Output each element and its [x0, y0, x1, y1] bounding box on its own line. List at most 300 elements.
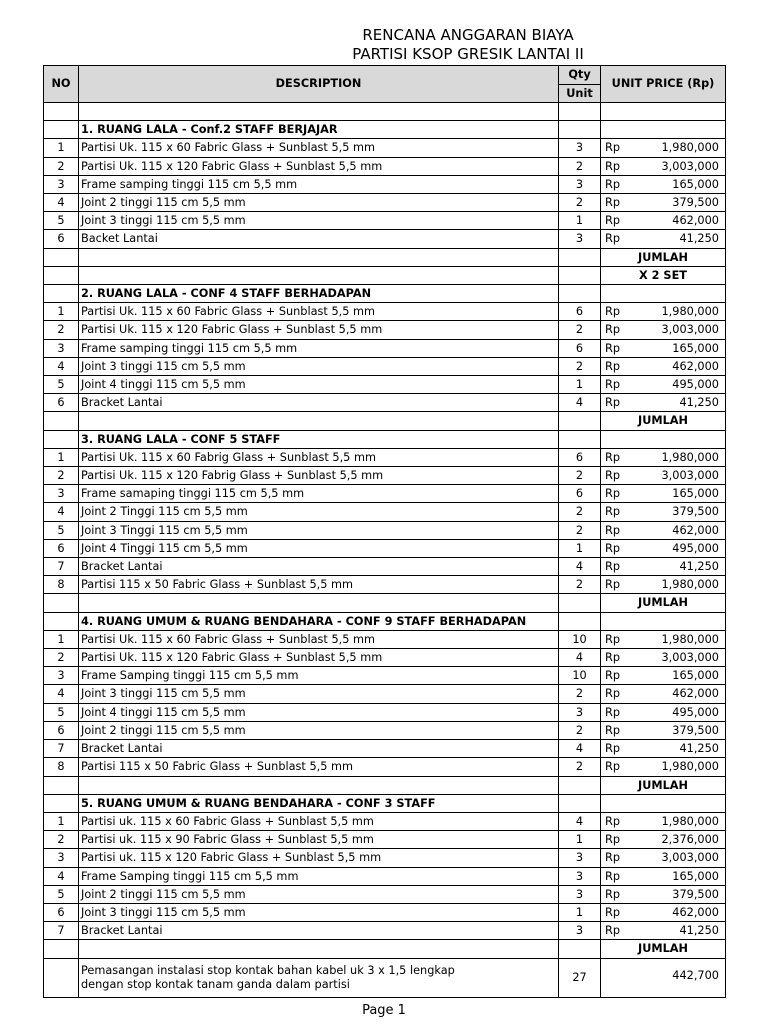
section-row	[44, 430, 726, 448]
document-title: RENCANA ANGGARAN BIAYA	[362, 26, 574, 44]
table-row	[44, 685, 726, 703]
currency-label: Rp	[605, 141, 621, 155]
section-row	[44, 285, 726, 303]
price-cell	[601, 121, 726, 139]
item-description: Joint 2 Tinggi 115 cm 5,5 mm	[79, 503, 559, 521]
subtotal-row	[44, 594, 726, 612]
price-cell	[601, 321, 726, 339]
item-qty: 10	[559, 630, 601, 648]
description-cell	[79, 103, 559, 121]
item-qty: 4	[559, 649, 601, 667]
table-row	[44, 394, 726, 412]
subtotal-label: JUMLAH	[601, 412, 726, 430]
unit-price-value: 462,000	[672, 687, 719, 701]
item-qty: 2	[559, 503, 601, 521]
item-qty: 3	[559, 139, 601, 157]
currency-label: Rp	[605, 869, 621, 883]
price-cell	[601, 212, 726, 230]
no-cell	[44, 412, 79, 430]
item-number: 2	[44, 321, 79, 339]
currency-label: Rp	[605, 196, 621, 209]
currency-label: Rp	[605, 487, 621, 501]
price-cell	[601, 194, 726, 212]
item-description: Joint 2 tinggi 115 cm 5,5 mm	[79, 885, 559, 903]
item-qty: 10	[559, 667, 601, 685]
unit-price-value: 1,980,000	[661, 814, 719, 828]
item-qty: 6	[559, 303, 601, 321]
unit-price-value: 3,003,000	[661, 469, 719, 483]
table-row	[44, 376, 726, 394]
currency-label: Rp	[605, 651, 621, 665]
item-qty: 2	[559, 321, 601, 339]
price-cell	[601, 703, 726, 721]
currency-label: Rp	[605, 232, 621, 246]
item-number: 2	[44, 649, 79, 667]
no-cell	[44, 776, 79, 794]
table-row	[44, 448, 726, 466]
item-description: Partisi Uk. 115 x 120 Fabrig Glass + Sunblast 5,5 mm	[79, 467, 559, 485]
table-row	[44, 849, 726, 867]
table-row	[44, 758, 726, 776]
price-cell	[601, 394, 726, 412]
unit-price-value: 495,000	[672, 378, 719, 392]
currency-label: Rp	[605, 632, 621, 646]
table-row	[44, 903, 726, 921]
item-description: Partisi 115 x 50 Fabric Glass + Sunblast 5,5 mm	[79, 758, 559, 776]
no-cell	[44, 248, 79, 266]
price-cell	[601, 103, 726, 121]
item-qty: 1	[559, 539, 601, 557]
table-row	[44, 339, 726, 357]
currency-label: Rp	[605, 378, 621, 392]
price-cell	[601, 303, 726, 321]
currency-label: Rp	[605, 687, 621, 701]
unit-price-value: 41,250	[679, 396, 719, 410]
subtotal-label: X 2 SET	[601, 266, 726, 284]
item-description: Frame Samping tinggi 115 cm 5,5 mm	[79, 867, 559, 885]
item-description: Frame samping tinggi 115 cm 5,5 mm	[79, 175, 559, 193]
table-row	[44, 212, 726, 230]
unit-price-value: 1,980,000	[661, 578, 719, 592]
item-description: Partisi Uk. 115 x 60 Fabric Glass + Sunblast 5,5 mm	[79, 630, 559, 648]
table-row	[44, 740, 726, 758]
price-cell	[601, 175, 726, 193]
unit-price-value: 462,000	[672, 359, 719, 373]
item-number: 3	[44, 667, 79, 685]
table-row	[44, 503, 726, 521]
unit-price-value: 165,000	[672, 177, 719, 191]
table-row	[44, 885, 726, 903]
no-cell	[44, 794, 79, 812]
currency-label: Rp	[605, 469, 621, 483]
price-cell	[601, 630, 726, 648]
description-cell	[79, 594, 559, 612]
price-cell	[601, 867, 726, 885]
item-qty: 3	[559, 849, 601, 867]
item-description: Partisi Uk. 115 x 120 Fabric Glass + Sunblast 5,5 mm	[79, 321, 559, 339]
table-row	[44, 867, 726, 885]
item-description: Bracket Lantai	[79, 922, 559, 940]
price-cell	[601, 740, 726, 758]
item-qty: 6	[559, 485, 601, 503]
unit-price-value: 495,000	[672, 541, 719, 555]
item-qty: 2	[559, 685, 601, 703]
item-number: 5	[44, 521, 79, 539]
header-unit-price: UNIT PRICE (Rp)	[601, 66, 726, 103]
item-description: Partisi Uk. 115 x 120 Fabric Glass + Sunblast 5,5 mm	[79, 157, 559, 175]
unit-price-value: 379,500	[672, 505, 719, 519]
unit-price-value: 1,980,000	[661, 632, 719, 646]
document-subtitle: PARTISI KSOP GRESIK LANTAI II	[352, 45, 584, 63]
currency-label: Rp	[605, 450, 621, 464]
unit-price-value: 41,250	[679, 560, 719, 574]
subtotal-row	[44, 412, 726, 430]
subtotal-row	[44, 248, 726, 266]
price-cell	[601, 885, 726, 903]
item-description: Partisi Uk. 115 x 120 Fabric Glass + Sunblast 5,5 mm	[79, 649, 559, 667]
item-number: 2	[44, 467, 79, 485]
qty-cell	[559, 940, 601, 958]
section-title: 2. RUANG LALA - CONF 4 STAFF BERHADAPAN	[79, 285, 559, 303]
unit-price-value: 3,003,000	[661, 159, 719, 173]
price-cell	[601, 467, 726, 485]
item-number: 8	[44, 576, 79, 594]
item-description: Bracket Lantai	[79, 740, 559, 758]
table-row	[44, 521, 726, 539]
item-description: Partisi 115 x 50 Fabric Glass + Sunblast 5,5 mm	[79, 576, 559, 594]
header-no: NO	[44, 66, 79, 103]
currency-label: Rp	[605, 541, 621, 555]
unit-price-value: 3,003,000	[661, 323, 719, 337]
qty-cell	[559, 285, 601, 303]
description-cell	[79, 266, 559, 284]
item-description: Frame Samping tinggi 115 cm 5,5 mm	[79, 667, 559, 685]
item-number: 5	[44, 885, 79, 903]
item-number: 2	[44, 831, 79, 849]
price-cell	[601, 521, 726, 539]
price-cell	[601, 558, 726, 576]
currency-label: Rp	[605, 669, 621, 683]
item-qty: 3	[559, 867, 601, 885]
qty-cell	[559, 103, 601, 121]
item-qty: 3	[559, 230, 601, 248]
item-number: 7	[44, 558, 79, 576]
installation-description-line1: Pemasangan instalasi stop kontak bahan kabel uk 3 x 1,5 lengkap	[81, 963, 455, 977]
item-description: Joint 3 Tinggi 115 cm 5,5 mm	[79, 521, 559, 539]
no-cell	[44, 266, 79, 284]
item-number: 5	[44, 703, 79, 721]
item-description: Partisi uk. 115 x 60 Fabric Glass + Sunblast 5,5 mm	[79, 812, 559, 830]
blank-row	[44, 103, 726, 121]
qty-cell	[559, 594, 601, 612]
item-number: 4	[44, 503, 79, 521]
table-row	[44, 230, 726, 248]
price-cell	[601, 157, 726, 175]
price-cell	[601, 667, 726, 685]
currency-label: Rp	[605, 359, 621, 373]
unit-price-value: 2,376,000	[661, 833, 719, 847]
installation-qty: 27	[559, 958, 601, 997]
installation-description	[79, 958, 559, 997]
section-title: 1. RUANG LALA - Conf.2 STAFF BERJAJAR	[79, 121, 559, 139]
item-qty: 1	[559, 212, 601, 230]
table-row	[44, 157, 726, 175]
item-description: Joint 2 tinggi 115 cm 5,5 mm	[79, 721, 559, 739]
item-qty: 2	[559, 194, 601, 212]
unit-price-value: 495,000	[672, 705, 719, 719]
item-number: 8	[44, 758, 79, 776]
no-cell	[44, 121, 79, 139]
subtotal-row	[44, 776, 726, 794]
currency-label: Rp	[605, 177, 621, 191]
no-cell	[44, 594, 79, 612]
table-row	[44, 667, 726, 685]
item-description: Joint 4 tinggi 115 cm 5,5 mm	[79, 703, 559, 721]
qty-cell	[559, 248, 601, 266]
item-number: 3	[44, 175, 79, 193]
item-qty: 2	[559, 758, 601, 776]
unit-price-value: 41,250	[679, 232, 719, 246]
price-cell	[601, 139, 726, 157]
description-cell	[79, 412, 559, 430]
no-cell	[44, 430, 79, 448]
item-qty: 6	[559, 448, 601, 466]
description-cell	[79, 248, 559, 266]
price-cell	[601, 721, 726, 739]
section-title: 5. RUANG UMUM & RUANG BENDAHARA - CONF 3 STAFF	[79, 794, 559, 812]
item-description: Joint 2 tinggi 115 cm 5,5 mm	[79, 194, 559, 212]
price-cell	[601, 612, 726, 630]
item-description: Joint 3 tinggi 115 cm 5,5 mm	[79, 212, 559, 230]
table-row	[44, 558, 726, 576]
item-qty: 4	[559, 394, 601, 412]
price-cell	[601, 903, 726, 921]
item-description: Frame samping tinggi 115 cm 5,5 mm	[79, 339, 559, 357]
qty-cell	[559, 776, 601, 794]
no-cell	[44, 940, 79, 958]
subtotal-label: JUMLAH	[601, 594, 726, 612]
price-cell	[601, 812, 726, 830]
item-qty: 6	[559, 339, 601, 357]
installation-description-line2: dengan stop kontak tanam ganda dalam partisi	[81, 977, 350, 991]
price-cell	[601, 230, 726, 248]
table-row	[44, 175, 726, 193]
item-number: 3	[44, 485, 79, 503]
item-qty: 3	[559, 922, 601, 940]
item-number: 1	[44, 448, 79, 466]
header-description: DESCRIPTION	[79, 66, 559, 103]
qty-cell	[559, 430, 601, 448]
item-number: 4	[44, 685, 79, 703]
unit-price-value: 1,980,000	[661, 450, 719, 464]
item-qty: 2	[559, 467, 601, 485]
section-row	[44, 794, 726, 812]
table-row	[44, 922, 726, 940]
item-number: 3	[44, 849, 79, 867]
item-description: Bracket Lantai	[79, 394, 559, 412]
price-cell	[601, 831, 726, 849]
item-number: 4	[44, 194, 79, 212]
budget-table	[43, 65, 726, 998]
price-cell	[601, 503, 726, 521]
currency-label: Rp	[605, 214, 621, 228]
item-description: Joint 3 tinggi 115 cm 5,5 mm	[79, 685, 559, 703]
unit-price-value: 165,000	[672, 669, 719, 683]
table-row	[44, 630, 726, 648]
item-description: Frame samaping tinggi 115 cm 5,5 mm	[79, 485, 559, 503]
item-qty: 4	[559, 812, 601, 830]
description-cell	[79, 940, 559, 958]
table-row	[44, 139, 726, 157]
currency-label: Rp	[605, 851, 621, 865]
price-cell	[601, 376, 726, 394]
item-qty: 2	[559, 157, 601, 175]
item-number: 1	[44, 303, 79, 321]
table-row	[44, 812, 726, 830]
table-row	[44, 649, 726, 667]
item-number: 4	[44, 867, 79, 885]
section-row	[44, 612, 726, 630]
price-cell	[601, 649, 726, 667]
unit-price-value: 1,980,000	[661, 305, 719, 319]
price-cell	[601, 958, 726, 997]
no-cell	[44, 103, 79, 121]
table-row	[44, 576, 726, 594]
item-qty: 4	[559, 558, 601, 576]
subtotal-label: JUMLAH	[601, 248, 726, 266]
price-cell	[601, 922, 726, 940]
table-row	[44, 721, 726, 739]
unit-price-value: 41,250	[679, 742, 719, 756]
currency-label: Rp	[605, 814, 621, 828]
item-qty: 2	[559, 721, 601, 739]
item-number: 6	[44, 903, 79, 921]
currency-label: Rp	[605, 560, 621, 574]
subtotal-label: JUMLAH	[601, 776, 726, 794]
installation-row	[44, 958, 726, 997]
currency-label: Rp	[605, 323, 621, 337]
price-cell	[601, 448, 726, 466]
section-row	[44, 121, 726, 139]
currency-label: Rp	[605, 523, 621, 537]
header-qty: Qty	[559, 66, 601, 85]
table-row	[44, 831, 726, 849]
item-number: 6	[44, 539, 79, 557]
table-body	[44, 103, 726, 998]
section-title: 4. RUANG UMUM & RUANG BENDAHARA - CONF 9 STAFF BERHADAPAN	[79, 612, 559, 630]
currency-label: Rp	[605, 742, 621, 756]
currency-label: Rp	[605, 905, 621, 919]
price-cell	[601, 576, 726, 594]
item-number: 2	[44, 157, 79, 175]
item-number: 5	[44, 376, 79, 394]
table-row	[44, 321, 726, 339]
header-unit: Unit	[559, 84, 601, 103]
price-cell	[601, 357, 726, 375]
qty-cell	[559, 412, 601, 430]
qty-cell	[559, 794, 601, 812]
item-number: 6	[44, 721, 79, 739]
currency-label: Rp	[605, 705, 621, 719]
price-cell	[601, 430, 726, 448]
unit-price-value: 379,500	[672, 723, 719, 737]
item-number: 6	[44, 394, 79, 412]
price-cell	[601, 339, 726, 357]
no-cell	[44, 612, 79, 630]
subtotal-row	[44, 266, 726, 284]
item-qty: 2	[559, 521, 601, 539]
unit-price-value: 3,003,000	[661, 651, 719, 665]
table-row	[44, 194, 726, 212]
currency-label: Rp	[605, 578, 621, 592]
qty-cell	[559, 121, 601, 139]
no-cell	[44, 958, 79, 997]
item-number: 4	[44, 357, 79, 375]
currency-label: Rp	[605, 887, 621, 901]
section-title: 3. RUANG LALA - CONF 5 STAFF	[79, 430, 559, 448]
item-description: Joint 3 tinggi 115 cm 5,5 mm	[79, 903, 559, 921]
unit-price-value: 1,980,000	[661, 141, 719, 155]
unit-price-value: 462,000	[672, 905, 719, 919]
item-qty: 1	[559, 831, 601, 849]
item-description: Partisi uk. 115 x 120 Fabric Glass + Sunblast 5,5 mm	[79, 849, 559, 867]
table-row	[44, 703, 726, 721]
price-cell	[601, 758, 726, 776]
currency-label: Rp	[605, 833, 621, 847]
item-description: Joint 4 Tinggi 115 cm 5,5 mm	[79, 539, 559, 557]
installation-price: 442,700	[672, 968, 719, 982]
item-qty: 1	[559, 376, 601, 394]
price-cell	[601, 849, 726, 867]
currency-label: Rp	[605, 723, 621, 737]
item-description: Backet Lantai	[79, 230, 559, 248]
subtotal-label: JUMLAH	[601, 940, 726, 958]
table-row	[44, 303, 726, 321]
currency-label: Rp	[605, 924, 621, 938]
unit-price-value: 379,500	[672, 196, 719, 209]
price-cell	[601, 485, 726, 503]
unit-price-value: 462,000	[672, 523, 719, 537]
item-description: Partisi uk. 115 x 90 Fabric Glass + Sunblast 5,5 mm	[79, 831, 559, 849]
price-cell	[601, 285, 726, 303]
subtotal-row	[44, 940, 726, 958]
item-qty: 3	[559, 175, 601, 193]
item-number: 6	[44, 230, 79, 248]
currency-label: Rp	[605, 305, 621, 319]
unit-price-value: 462,000	[672, 214, 719, 228]
unit-price-value: 165,000	[672, 341, 719, 355]
item-description: Joint 4 tinggi 115 cm 5,5 mm	[79, 376, 559, 394]
unit-price-value: 379,500	[672, 887, 719, 901]
item-qty: 3	[559, 703, 601, 721]
item-number: 7	[44, 740, 79, 758]
currency-label: Rp	[605, 159, 621, 173]
item-number: 5	[44, 212, 79, 230]
item-description: Partisi Uk. 115 x 60 Fabrig Glass + Sunblast 5,5 mm	[79, 448, 559, 466]
qty-cell	[559, 612, 601, 630]
unit-price-value: 41,250	[679, 924, 719, 938]
table-row	[44, 467, 726, 485]
currency-label: Rp	[605, 505, 621, 519]
unit-price-value: 1,980,000	[661, 760, 719, 774]
price-cell	[601, 685, 726, 703]
item-number: 1	[44, 630, 79, 648]
item-description: Bracket Lantai	[79, 558, 559, 576]
item-number: 7	[44, 922, 79, 940]
table-row	[44, 485, 726, 503]
item-number: 1	[44, 139, 79, 157]
table-row	[44, 357, 726, 375]
